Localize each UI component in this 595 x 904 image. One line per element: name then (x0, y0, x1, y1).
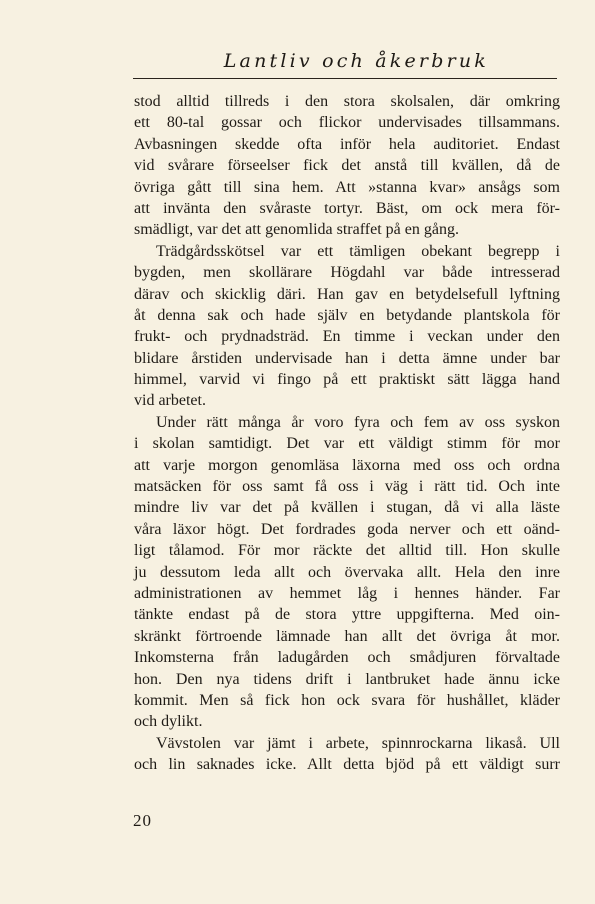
text-line: i skolan samtidigt. Det var ett väldigt stimm för mor (134, 435, 560, 453)
text-line: tänkte endast på de stora yttre uppgifterna. Med oin- (134, 606, 560, 624)
running-head: Lantliv och åkerbruk (223, 50, 489, 72)
text-line: administrationen av hemmet låg i hennes händer. Far (134, 584, 560, 602)
text-line: våra läxor högt. Det fordrades goda nerver och ett oänd- (134, 520, 560, 538)
text-line: Avbasningen skedde ofta inför hela auditoriet. Endast (134, 135, 560, 153)
text-line: ju dessutom leda allt och övervaka allt. Hela den inre (134, 563, 560, 581)
text-line: skränkt förtroende lämnade han allt det övriga åt mor. (134, 627, 560, 645)
header-rule (133, 78, 557, 79)
text-line: ligt tålamod. För mor räckte det alltid till. Hon skulle (134, 542, 560, 560)
text-line: att invänta den svåraste tortyr. Bäst, om ock mera för- (134, 199, 560, 217)
text-line: blidare årstiden undervisade han i detta ämne under bar (134, 349, 560, 367)
text-line: Vävstolen var jämt i arbete, spinnrockarna likaså. Ull (156, 734, 560, 752)
text-line: vid svårare förseelser fick det anstå till kvällen, då de (134, 157, 560, 175)
text-line: himmel, varvid vi fingo på ett praktiskt sätt lägga hand (134, 371, 560, 389)
text-line: vid arbetet. (134, 392, 206, 410)
page-number: 20 (133, 811, 152, 830)
text-line: frukt- och prydnadsträd. En timme i veckan under den (134, 328, 560, 346)
text-line: och dylikt. (134, 713, 203, 731)
text-line: och lin saknades icke. Allt detta bjöd på ett väldigt surr (134, 756, 560, 774)
text-line: Under rätt många år voro fyra och fem av oss syskon (156, 413, 560, 431)
text-line: ett 80-tal gossar och flickor undervisades tillsammans. (134, 114, 560, 132)
text-line: stod alltid tillreds i den stora skolsalen, där omkring (134, 93, 560, 110)
text-line: åt denna sak och hade själv en betydande plantskola för (134, 306, 560, 324)
text-line: matsäcken för oss samt få oss i väg i rätt tid. Och inte (134, 478, 560, 496)
text-line: bygden, men skollärare Högdahl var både intresserad (134, 264, 560, 282)
text-line: Trädgårdsskötsel var ett tämligen obekant begrepp i (156, 242, 560, 260)
text-line: att varje morgon genomläsa läxorna med oss och ordna (134, 456, 560, 474)
text-line: övriga gått till sina hem. Att »stanna kvar» ansågs som (134, 178, 560, 196)
text-line: hon. Den nya tidens drift i lantbruket hade ännu icke (134, 670, 560, 688)
body-text (134, 91, 560, 776)
text-line: kommit. Men så fick hon ock svara för hushållet, kläder (134, 691, 560, 709)
text-line: Inkomsterna från ladugården och smådjuren förvaltade (134, 649, 560, 667)
text-line: smädligt, var det att genomlida straffet på en gång. (134, 221, 459, 239)
text-line: därav och skicklig däri. Han gav en betydelsefull lyftning (134, 285, 560, 303)
text-line: mindre liv var det på kvällen i stugan, då vi alla läste (134, 499, 560, 517)
